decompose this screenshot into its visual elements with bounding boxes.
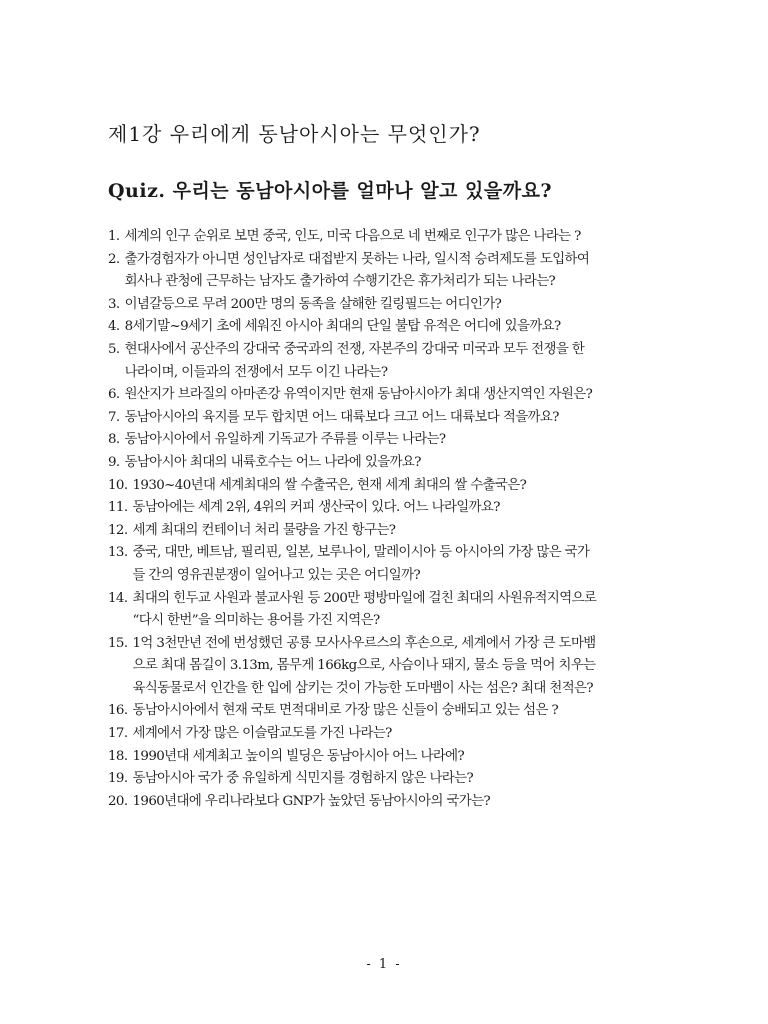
question-line: 중국, 대만, 베트남, 필리핀, 일본, 보루나이, 말레이시아 등 아시아의 가장 많은 국가 <box>132 545 590 561</box>
question-text <box>133 768 661 791</box>
question-item <box>108 294 660 317</box>
question-number: 2. <box>108 251 120 267</box>
page-number: - 1 - <box>366 957 402 972</box>
question-line: 세계에서 가장 많은 이슬람교도를 가진 나라는? <box>132 726 392 742</box>
question-text <box>133 723 661 746</box>
question-number: 11. <box>108 500 128 516</box>
question-item <box>108 723 660 746</box>
question-text <box>133 588 661 633</box>
question-text <box>125 407 660 430</box>
question-number: 12. <box>108 522 128 538</box>
question-item <box>108 316 660 339</box>
question-number: 17. <box>108 726 128 742</box>
question-item <box>108 497 660 520</box>
question-line: 동남아시아의 육지를 모두 합치면 어느 대륙보다 크고 어느 대륙보다 적을까요? <box>124 409 559 425</box>
question-line: 출가경험자가 아니면 성인남자로 대접받지 못하는 나라, 일시적 승려제도를 도입하여 <box>124 251 590 267</box>
question-item <box>108 633 660 701</box>
quiz-heading: Quiz. 우리는 동남아시아를 얼마나 알고 있을까요? <box>108 180 553 202</box>
question-line: 세계의 인구 순위로 보면 중국, 인도, 미국 다음으로 네 번째로 인구가 많은 나라는 ? <box>124 229 581 244</box>
question-text <box>125 339 660 384</box>
question-line: 1930~40년대 세계최대의 쌀 수출국은, 현재 세계 최대의 쌀 수출국은? <box>132 477 527 493</box>
question-list <box>108 226 660 813</box>
question-item <box>108 791 660 814</box>
question-line: 8세기말~9세기 초에 세워진 아시아 최대의 단일 불탑 유적은 어디에 있을까요? <box>124 319 561 335</box>
question-text <box>133 520 661 543</box>
question-line: 최대의 힌두교 사원과 불교사원 등 200만 평방마일에 걸친 최대의 사원유적지역으로 <box>132 590 597 606</box>
question-text <box>133 497 661 520</box>
question-line: 이념갈등으로 무려 200만 명의 동족을 살해한 킬링필드는 어디인가? <box>124 296 502 312</box>
question-item <box>108 542 660 587</box>
question-text <box>125 249 660 294</box>
question-number: 19. <box>108 771 128 787</box>
question-number: 6. <box>108 387 120 403</box>
question-number: 15. <box>108 635 128 651</box>
question-item <box>108 746 660 769</box>
question-line: “다시 한번”을 의미하는 용어를 가진 지역은? <box>132 613 380 629</box>
question-item <box>108 384 660 407</box>
question-number: 18. <box>108 748 128 764</box>
question-number: 7. <box>108 409 120 425</box>
question-number: 4. <box>108 319 120 335</box>
question-line: 동남아시아 국가 중 유일하게 식민지를 경험하지 않은 나라는? <box>132 771 474 787</box>
question-item <box>108 475 660 498</box>
question-number: 10. <box>108 477 128 493</box>
question-item <box>108 588 660 633</box>
question-text <box>125 316 660 339</box>
question-number: 1. <box>108 229 120 244</box>
question-line: 회사나 관청에 근무하는 남자도 출가하여 수행기간은 휴가처리가 되는 나라는? <box>124 274 556 290</box>
question-text <box>125 294 660 317</box>
question-line: 1억 3천만년 전에 번성했던 공룡 모사사우르스의 후손으로, 세계에서 가장 큰 도마뱀 <box>132 635 596 651</box>
question-line: 육식동물로서 인간을 한 입에 삼키는 것이 가능한 도마뱀이 사는 섬은? 최대 천적은? <box>132 680 593 696</box>
question-line: 원산지가 브라질의 아마존강 유역이지만 현재 동남아시아가 최대 생산지역인 자원은? <box>124 387 593 403</box>
question-line: 1990년대 세계최고 높이의 빌딩은 동남아시아 어느 나라에? <box>132 748 465 764</box>
question-text <box>125 429 660 452</box>
question-text <box>125 384 660 407</box>
question-number: 3. <box>108 296 120 312</box>
question-text <box>133 746 661 769</box>
question-number: 8. <box>108 432 120 448</box>
question-text <box>125 452 660 475</box>
question-text <box>133 542 661 587</box>
question-number: 20. <box>108 793 128 809</box>
question-line: 1960년대에 우리나라보다 GNP가 높았던 동남아시아의 국가는? <box>132 793 491 809</box>
question-line: 현대사에서 공산주의 강대국 중국과의 전쟁, 자본주의 강대국 미국과 모두 전쟁을 한 <box>124 341 585 357</box>
question-item <box>108 249 660 294</box>
question-number: 5. <box>108 341 120 357</box>
question-item <box>108 429 660 452</box>
question-text <box>125 226 660 249</box>
question-line: 동남아에는 세계 2위, 4위의 커피 생산국이 있다. 어느 나라일까요? <box>132 500 500 516</box>
question-number: 13. <box>108 545 128 561</box>
question-number: 14. <box>108 590 128 606</box>
question-line: 동남아시아 최대의 내륙호수는 어느 나라에 있을까요? <box>124 454 421 470</box>
question-number: 9. <box>108 454 120 470</box>
question-item <box>108 339 660 384</box>
question-item <box>108 768 660 791</box>
question-item <box>108 520 660 543</box>
question-line: 들 간의 영유권분쟁이 일어나고 있는 곳은 어디일까? <box>132 567 421 583</box>
question-item <box>108 226 660 249</box>
question-item <box>108 700 660 723</box>
question-text <box>133 791 661 814</box>
question-line: 으로 최대 몸길이 3.13m, 몸무게 166kg으로, 사슴이나 돼지, 물소 등을 먹어 치우는 <box>132 658 596 674</box>
question-line: 동남아시아에서 유일하게 기독교가 주류를 이루는 나라는? <box>124 432 446 448</box>
question-text <box>133 700 661 723</box>
question-number: 16. <box>108 703 128 719</box>
question-item <box>108 452 660 475</box>
question-text <box>133 633 661 701</box>
page-title: 제1강 우리에게 동남아시아는 무엇인가? <box>108 122 481 146</box>
question-text <box>133 475 661 498</box>
question-line: 나라이며, 이들과의 전쟁에서 모두 이긴 나라는? <box>124 364 388 380</box>
question-line: 동남아시아에서 현재 국토 면적대비로 가장 많은 신들이 숭배되고 있는 섬은 ? <box>132 703 559 719</box>
question-item <box>108 407 660 430</box>
question-line: 세계 최대의 컨테이너 처리 물량을 가진 항구는? <box>132 522 396 538</box>
